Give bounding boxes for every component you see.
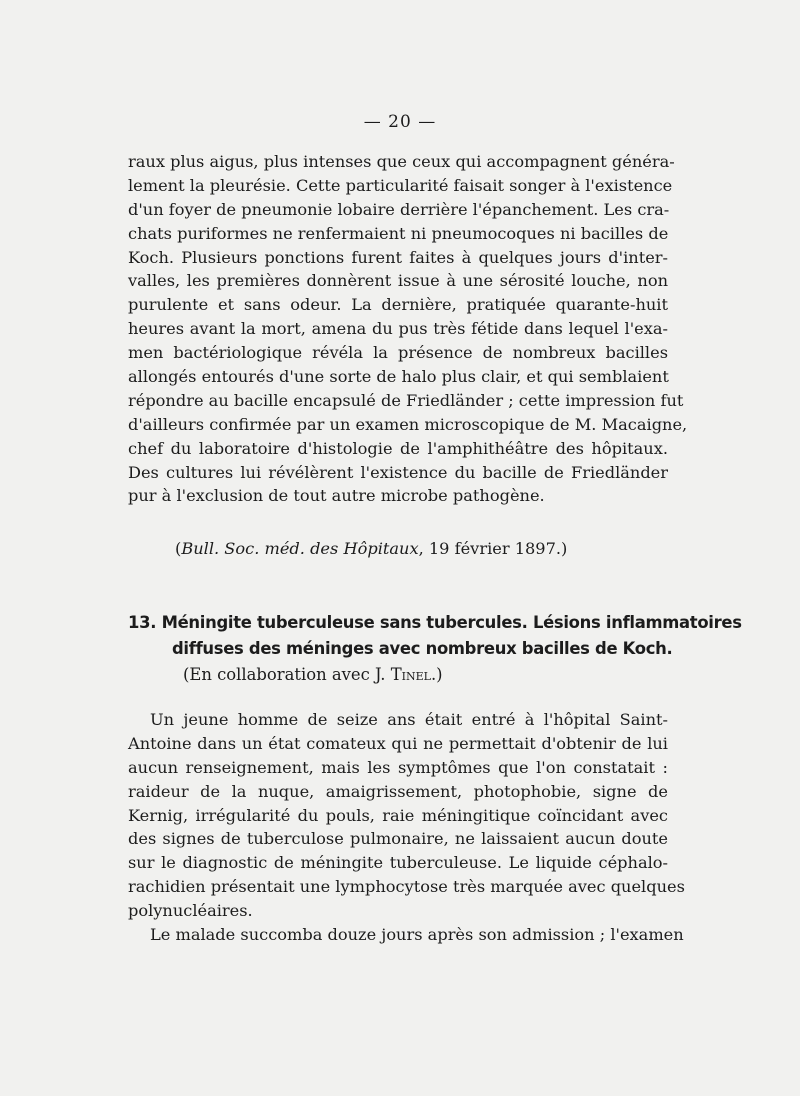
citation-open: ( [175,539,182,558]
section-title: Méningite tuberculeuse sans tubercules. Lésions inflammatoires [161,613,742,632]
citation-date: , 19 février 1897.) [418,539,568,558]
text-line: allongés entourés d'une sorte de halo plus clair, et qui semblaient [128,367,669,387]
text-line: polynucléaires. [128,901,253,921]
text-line: des signes de tuberculose pulmonaire, ne laissaient aucun doute [128,829,668,849]
text-line: Kernig, irrégularité du pouls, raie méningitique coïncidant avec [128,805,668,825]
citation-journal: Bull. Soc. méd. des Hôpitaux [181,539,419,558]
text-line: raux plus aigus, plus intenses que ceux qui accompagnent généra- [128,152,675,171]
text-line: répondre au bacille encapsulé de Friedländer ; cette impression fut [128,390,684,410]
text-line: chef du laboratoire d'histologie de l'amphithéâtre des hôpitaux. [128,438,668,458]
text-line: Des cultures lui révélèrent l'existence du bacille de Friedländer [128,462,668,482]
text-line: lement la pleurésie. Cette particularité faisait songer à l'existence [128,175,673,195]
section-heading [128,610,742,688]
text-line: purulente et sans odeur. La dernière, pratiquée quarante-huit [128,295,668,315]
paragraph-case-description [128,150,688,508]
text-line: men bactériologique révéla la présence de nombreux bacilles [128,343,668,363]
text-line: pur à l'exclusion de tout autre microbe pathogène. [128,486,545,506]
page-number: — 20 — [363,112,437,132]
text-line: aucun renseignement, mais les symptômes que l'on constatait : [128,757,668,777]
text-line: heures avant la mort, amena du pus très fétide dans lequel l'exa- [128,319,668,339]
section-number: 13. [128,613,157,632]
text-line: Le malade succomba douze jours après son admission ; l'examen [150,925,684,945]
citation [175,537,675,561]
text-line: Koch. Plusieurs ponctions furent faites à quelques jours d'inter- [128,247,668,267]
paragraph-case-13 [128,708,685,947]
section-title-line: diffuses des méninges avec nombreux bacilles de Koch. [172,639,673,658]
collab-suffix: .) [430,665,443,684]
section-title-line [128,610,742,636]
text-line: valles, les premières donnèrent issue à une sérosité louche, non [128,271,668,291]
collab-name: Tinel [390,665,431,684]
text-line: rachidien présentait une lymphocytose très marquée avec quelques [128,877,685,897]
text-line: Antoine dans un état comateux qui ne permettait d'obtenir de lui [128,733,668,753]
text-line: raideur de la nuque, amaigrissement, photophobie, signe de [128,781,668,801]
text-line: d'ailleurs confirmée par un examen microscopique de M. Macaigne, [128,414,688,434]
collab-prefix: (En collaboration avec J. [183,665,391,684]
text-line: sur le diagnostic de méningite tuberculeuse. Le liquide céphalo- [128,853,668,873]
text-line: Un jeune homme de seize ans était entré à l'hôpital Saint- [150,710,668,729]
text-line: d'un foyer de pneumonie lobaire derrière l'épanchement. Les cra- [128,199,670,219]
collaboration-note [128,662,668,688]
text-line: chats puriformes ne renfermaient ni pneumocoques ni bacilles de [128,223,669,243]
